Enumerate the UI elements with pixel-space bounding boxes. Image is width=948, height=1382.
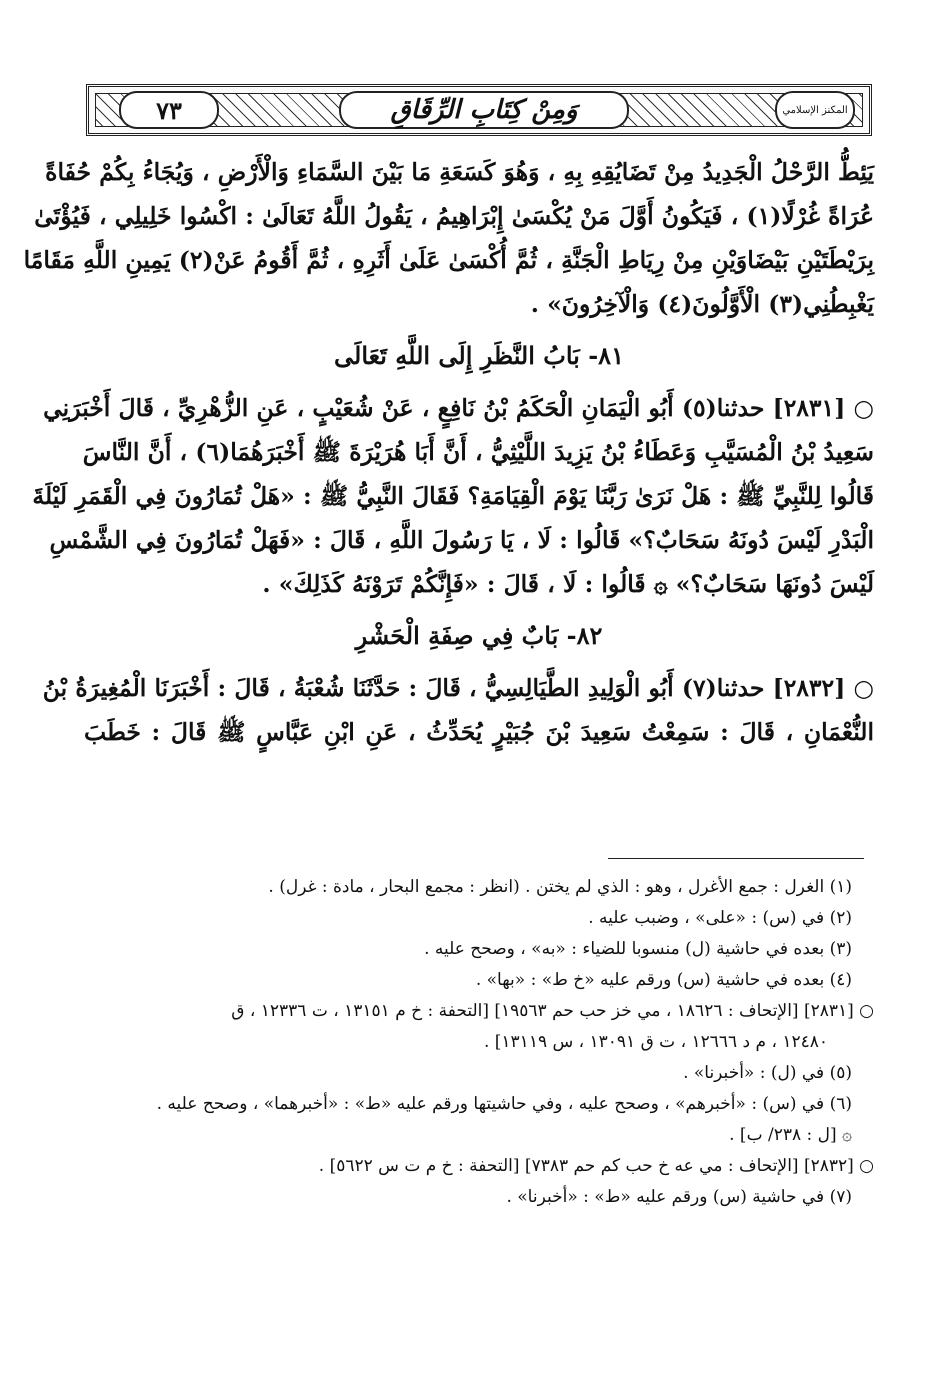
page-header bbox=[86, 84, 872, 136]
text-line: بِرَيْطَتَيْنِ بَيْضَاوَيْنِ مِنْ رِيَاطِ الْجَنَّةِ ، ثُمَّ أُكْسَىٰ عَلَىٰ أَثَرِهِ ، ثُمَّ أَقُومُ عَنْ(٢) يَمِينِ اللَّهِ مَقَامًا bbox=[23, 246, 874, 274]
footnote-separator bbox=[608, 858, 864, 859]
footnote-reference: ○ [٢٨٣١] [الإتحاف : ١٨٦٢٦ ، مي خز حب حم ١٩٥٦٣] [التحفة : خ م ١٣١٥١ ، ت ١٢٣٣٦ ، ق bbox=[231, 1001, 874, 1021]
footnote: (٧) في حاشية (س) ورقم عليه «ط» : «أخبرنا» . bbox=[506, 1187, 852, 1207]
chapter-title-box bbox=[339, 91, 629, 129]
publisher-seal bbox=[775, 91, 855, 129]
footnotes bbox=[84, 872, 874, 1213]
footnote-reference: ○ [٢٨٣٢] [الإتحاف : مي عه خ حب كم حم ٧٣٨٣] [التحفة : خ م ت س ٥٦٢٢] . bbox=[318, 1156, 874, 1176]
footnote-reference: ١٢٤٨٠ ، م د ١٢٦٦٦ ، ت ق ١٣٠٩١ ، س ١٣١١٩] . bbox=[483, 1032, 828, 1052]
chapter-title: وَمِنْ كِتَابِ الرِّقَاقِ bbox=[390, 95, 578, 125]
hadith-line: قَالُوا لِلنَّبِيِّ ﷺ : هَلْ نَرَىٰ رَبَّنَا يَوْمَ الْقِيَامَةِ؟ فَقَالَ النَّبِيُّ ﷺ : «هَلْ تُمَارُونَ فِي الْقَمَرِ لَيْلَةَ bbox=[32, 482, 874, 510]
hadith-line: سَعِيدُ بْنُ الْمُسَيَّبِ وَعَطَاءُ بْنُ يَزِيدَ اللَّيْثِيُّ ، أَنَّ أَبَا هُرَيْرَةَ ﷺ أَخْبَرَهُمَا(٦) ، أَنَّ النَّاسَ bbox=[82, 438, 874, 466]
hadith-line: ○ [٢٨٣٢] حدثنا(٧) أَبُو الْوَلِيدِ الطَّيَالِسِيُّ ، قَالَ : حَدَّثَنَا شُعْبَةُ ، قَالَ : أَخْبَرَنَا الْمُغِيرَةُ بْنُ bbox=[42, 674, 874, 702]
hadith-line: لَيْسَ دُونَهَا سَحَابٌ؟» ۞ قَالُوا : لَا ، قَالَ : «فَإِنَّكُمْ تَرَوْنَهُ كَذَلِكَ» . bbox=[262, 570, 874, 598]
footnote: (٣) بعده في حاشية (ل) منسوبا للضياء : «به» ، وصحح عليه . bbox=[424, 939, 852, 959]
hadith-line: الْبَدْرِ لَيْسَ دُونَهُ سَحَابٌ؟» قَالُوا : لَا ، يَا رَسُولَ اللَّهِ ، قَالَ : «فَهَلْ تُمَارُونَ فِي الشَّمْسِ bbox=[49, 526, 874, 554]
text-line: يَئِطُّ الرَّحْلُ الْجَدِيدُ مِنْ تَضَايُقِهِ بِهِ ، وَهُوَ كَسَعَةِ مَا بَيْنَ السَّمَاءِ وَالْأَرْضِ ، وَيُجَاءُ بِكُمْ حُفَاةً bbox=[45, 158, 874, 186]
main-text bbox=[23, 150, 874, 754]
hadith-line: ○ [٢٨٣١] حدثنا(٥) أَبُو الْيَمَانِ الْحَكَمُ بْنُ نَافِعٍ ، عَنْ شُعَيْبٍ ، عَنِ الزُّهْرِيِّ ، قَالَ أَخْبَرَنِي bbox=[43, 394, 874, 422]
section-heading-82: ٨٢- بَابٌ فِي صِفَةِ الْحَشْرِ bbox=[355, 621, 603, 650]
footnote: (٤) بعده في حاشية (س) ورقم عليه «خ ط» : «بها» . bbox=[475, 970, 852, 990]
text-line: عُرَاةً غُرْلًا(١) ، فَيَكُونُ أَوَّلَ مَنْ يُكْسَىٰ إِبْرَاهِيمُ ، يَقُولُ اللَّهُ تَعَالَىٰ : اكْسُوا خَلِيلِي ، فَيُؤْتَىٰ bbox=[34, 202, 874, 230]
publisher-seal-text: المكنز الإسلامي bbox=[782, 104, 848, 116]
section-heading-81: ٨١- بَابُ النَّظَرِ إِلَى اللَّهِ تَعَالَى bbox=[334, 341, 624, 370]
footnote: (٥) في (ل) : «أخبرنا» . bbox=[683, 1063, 852, 1083]
footnote: (١) الغرل : جمع الأغرل ، وهو : الذي لم يختن . (انظر : مجمع البحار ، مادة : غرل) . bbox=[268, 877, 852, 897]
hadith-line: النُّعْمَانِ ، قَالَ : سَمِعْتُ سَعِيدَ بْنَ جُبَيْرٍ يُحَدِّثُ ، عَنِ ابْنِ عَبَّاسٍ ﷺ قَالَ : خَطَبَ bbox=[84, 718, 874, 746]
footnote: (٢) في (س) : «على» ، وضبب عليه . bbox=[588, 908, 852, 928]
page-number: ٧٣ bbox=[156, 95, 182, 125]
footnote: ۞ [ل : ٢٣٨/ ب] . bbox=[729, 1125, 852, 1145]
footnote: (٦) في (س) : «أخبرهم» ، وصحح عليه ، وفي حاشيتها ورقم عليه «ط» : «أخبرهما» ، وصحح عليه . bbox=[156, 1094, 852, 1114]
page-number-box bbox=[119, 91, 219, 129]
text-line: يَغْبِطُنِي(٣) الْأَوَّلُونَ(٤) وَالْآخِرُونَ» . bbox=[530, 290, 874, 318]
